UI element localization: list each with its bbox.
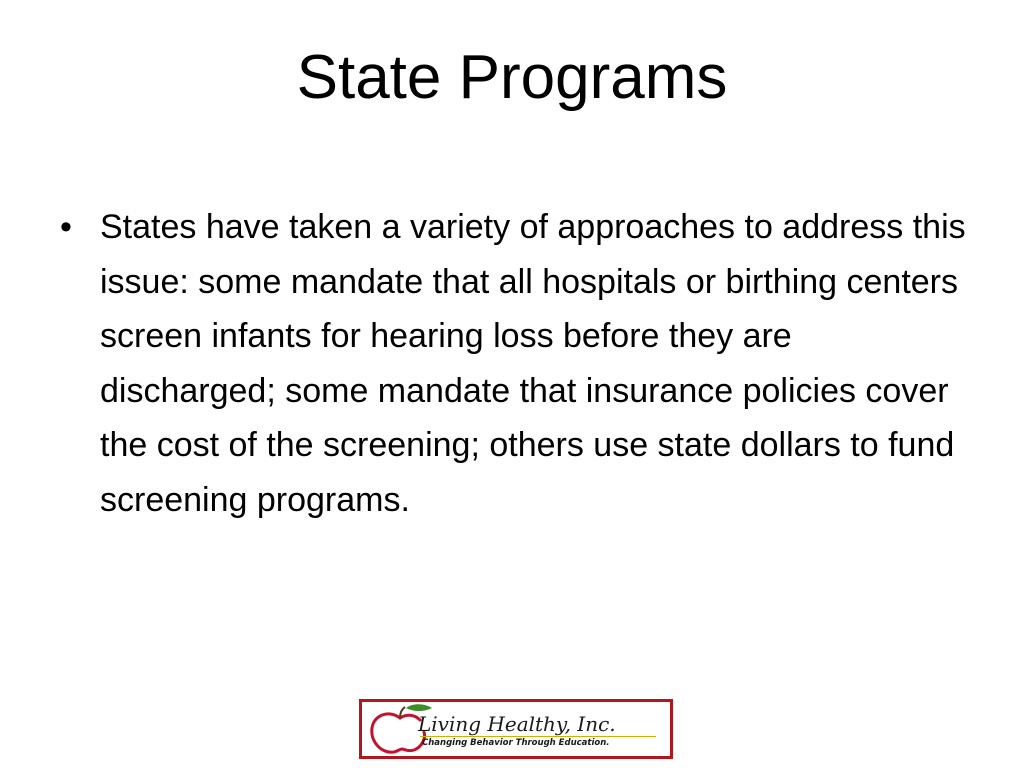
logo-underline bbox=[420, 736, 656, 737]
slide-title: State Programs bbox=[296, 43, 728, 112]
bullet-list bbox=[60, 200, 972, 527]
bullet-text: States have taken a variety of approaches to address this issue: some mandate that all hospitals or birthing centers screen infants for hearing loss before they are discharged; some mandate that insurance policies cover the cost of the screening; others use state dollars to fund screening programs. bbox=[100, 208, 966, 519]
logo-name: Living Healthy, Inc. bbox=[418, 712, 616, 736]
company-logo bbox=[359, 699, 673, 759]
bullet-marker: • bbox=[60, 208, 72, 246]
logo-tagline: Changing Behavior Through Education. bbox=[422, 738, 610, 748]
bullet-item bbox=[60, 200, 972, 527]
